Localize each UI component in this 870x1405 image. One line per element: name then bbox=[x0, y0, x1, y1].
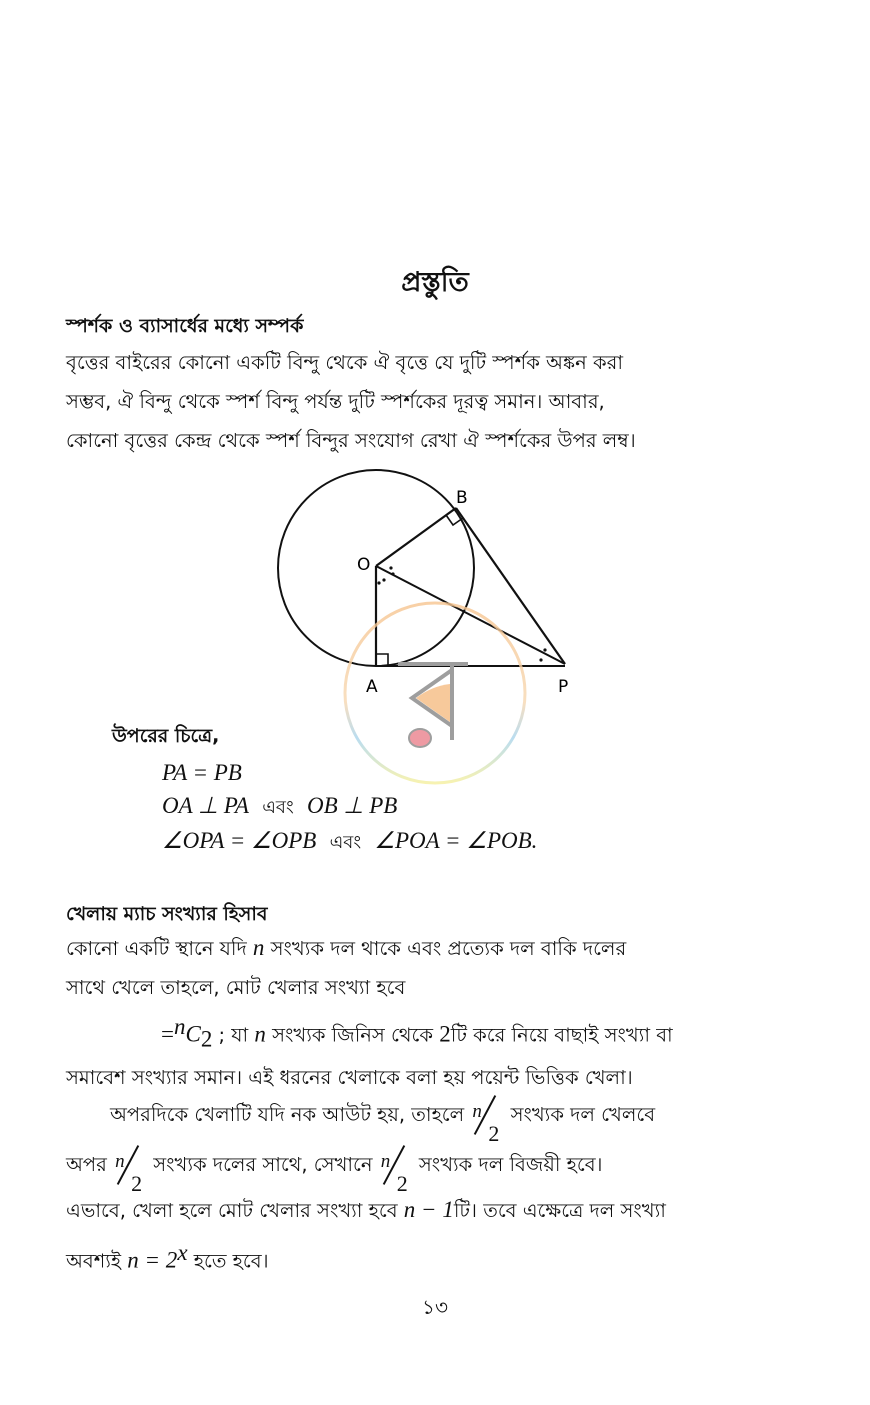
section-heading-match-count: খেলায় ম্যাচ সংখ্যার হিসাব bbox=[66, 903, 268, 925]
knockout-paragraph bbox=[66, 1090, 790, 1284]
page-number: ১৩ bbox=[422, 1295, 448, 1319]
label-b: B bbox=[456, 488, 468, 508]
paragraph-line-formula: $=^nC_2$ ; যা n সংখ্যক জিনিস থেকে 2টি করে নিয়ে বাছাই সংখ্যা বা bbox=[161, 1014, 673, 1052]
paragraph-line: বৃত্তের বাইরের কোনো একটি বিন্দু থেকে ঐ বৃত্তে যে দুটি স্পর্শক অঙ্কন করা bbox=[66, 351, 623, 374]
fraction-n-over-2: n 2 bbox=[113, 1143, 147, 1187]
paragraph-line: সাথে খেলে তাহলে, মোট খেলার সংখ্যা হবে bbox=[66, 976, 406, 999]
equation-perpendicular: OA ⊥ PA এবং OB ⊥ PB bbox=[162, 793, 398, 818]
label-p: P bbox=[558, 677, 569, 697]
label-a: A bbox=[366, 677, 378, 697]
tangent-paragraph bbox=[66, 343, 790, 460]
paragraph-line: অপরদিকে খেলাটি যদি নক আউট হয়, তাহলে n 2 সংখ্যক দল খেলবে bbox=[66, 1090, 790, 1140]
equation-pa-pb: PA = PB bbox=[162, 760, 242, 785]
paragraph-line: এভাবে, খেলা হলে মোট খেলার সংখ্যা হবে n − 1টি। তবে এক্ষেত্রে দল সংখ্যা bbox=[66, 1197, 666, 1222]
figure-equations bbox=[162, 756, 537, 859]
match-count-paragraph bbox=[66, 928, 790, 1097]
page-title: প্রস্তুতি bbox=[401, 267, 469, 298]
section-heading-tangent-radius: স্পর্শক ও ব্যাসার্ধের মধ্যে সম্পর্ক bbox=[66, 315, 304, 337]
paragraph-line: কোনো বৃত্তের কেন্দ্র থেকে স্পর্শ বিন্দুর সংযোগ রেখা ঐ স্পর্শকের উপর লম্ব। bbox=[66, 429, 636, 452]
fraction-n-over-2: n 2 bbox=[470, 1093, 504, 1137]
figure-intro: উপরের চিত্রে, bbox=[112, 725, 220, 747]
paragraph-line: সম্ভব, ঐ বিন্দু থেকে স্পর্শ বিন্দু পর্যন্ত দুটি স্পর্শকের দূরত্ব সমান। আবার, bbox=[66, 390, 605, 413]
paragraph-line: অবশ্যই $n = 2^x$ হতে হবে। bbox=[66, 1240, 269, 1273]
fraction-n-over-2: n 2 bbox=[379, 1143, 413, 1187]
paragraph-line: অপর n 2 সংখ্যক দলের সাথে, সেখানে n 2 সংখ্যক দল বিজয়ী হবে। bbox=[66, 1140, 790, 1190]
equation-angles: ∠OPA = ∠OPB এবং ∠POA = ∠POB. bbox=[162, 828, 538, 853]
paragraph-line: কোনো একটি স্থানে যদি n সংখ্যক দল থাকে এবং প্রত্যেক দল বাকি দলের bbox=[66, 935, 627, 960]
paragraph-line: সমাবেশ সংখ্যার সমান। এই ধরনের খেলাকে বলা হয় পয়েন্ট ভিত্তিক খেলা। bbox=[66, 1066, 633, 1090]
label-o: O bbox=[357, 555, 371, 575]
